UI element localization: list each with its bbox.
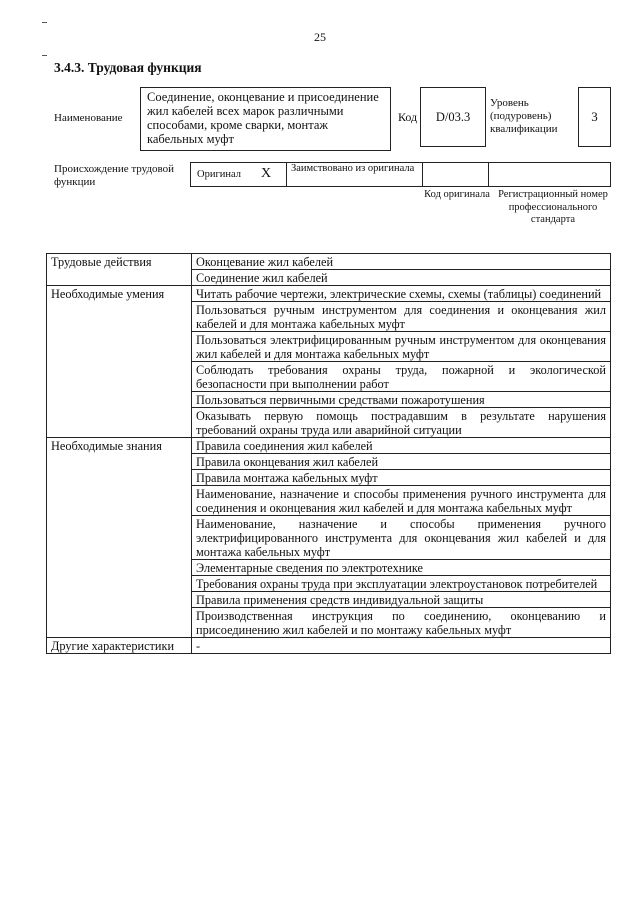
table-row (47, 286, 611, 302)
original-label: Оригинал (197, 169, 241, 180)
original-mark: X (261, 166, 272, 181)
table-cell: Производственная инструкция по соединению, оконцеванию и присоединению жил кабелей и по монтажу кабельных муфт (192, 608, 611, 638)
table-cell: Наименование, назначение и способы применения ручного электрифицированного инструмента для оконцевания жил кабелей и для монтажа кабельных муфт (192, 516, 611, 560)
level-label: Уровень (подуровень) квалификации (490, 97, 558, 135)
borrowed-cell: Заимствовано из оригинала (286, 162, 423, 187)
labor-function-table (46, 253, 611, 654)
code-value-box (420, 87, 486, 147)
code-original-cell (422, 162, 489, 187)
table-cell: Правила соединения жил кабелей (192, 438, 611, 454)
table-cell: Соблюдать требования охраны труда, пожарной и экологической безопасности при выполнении работ (192, 362, 611, 392)
skills-label: Необходимые умения (47, 286, 192, 438)
margin-mark (42, 22, 47, 23)
table-cell: Оконцевание жил кабелей (192, 254, 611, 270)
margin-mark (42, 55, 47, 56)
section-title: 3.4.3. Трудовая функция (54, 60, 202, 75)
table-cell: Пользоваться ручным инструментом для соединения и оконцевания жил кабелей и для монтажа кабельных муфт (192, 302, 611, 332)
level-value-box (578, 87, 611, 147)
table-cell: Правила оконцевания жил кабелей (192, 454, 611, 470)
reg-number-cell (488, 162, 611, 187)
other-label: Другие характеристики (47, 638, 192, 654)
table-cell: Требования охраны труда при эксплуатации электроустановок потребителей (192, 576, 611, 592)
code-value: D/03.3 (435, 109, 471, 124)
table-row (47, 254, 611, 270)
function-name-box: Соединение, оконцевание и присоединение жил кабелей всех марок различными способами, кроме сварки, монтаж кабельных муфт (140, 87, 391, 151)
table-cell: Оказывать первую помощь пострадавшим в результате нарушения требований охраны труда или аварийной ситуации (192, 408, 611, 438)
page-number: 25 (314, 30, 326, 44)
origin-label: Происхождение трудовой функции (54, 163, 175, 188)
table-cell: Правила применения средств индивидуальной защиты (192, 592, 611, 608)
name-label: Наименование (54, 112, 123, 124)
table-cell: Пользоваться электрифицированным ручным инструментом для оконцевания жил кабелей и для монтажа кабельных муфт (192, 332, 611, 362)
original-cell (190, 162, 287, 187)
table-cell: Правила монтажа кабельных муфт (192, 470, 611, 486)
table-cell: Элементарные сведения по электротехнике (192, 560, 611, 576)
table-cell: Пользоваться первичными средствами пожаротушения (192, 392, 611, 408)
code-label: Код (398, 110, 418, 124)
code-original-caption: Код оригинала (424, 189, 490, 200)
reg-number-caption: Регистрационный номер профессионального стандарта (498, 189, 608, 225)
table-cell: Наименование, назначение и способы применения ручного инструмента для соединения и оконцевания жил кабелей и для монтажа кабельных муфт (192, 486, 611, 516)
knowledge-label: Необходимые знания (47, 438, 192, 638)
origin-row (190, 162, 611, 187)
table-cell: - (192, 638, 611, 654)
level-value: 3 (591, 109, 598, 124)
table-row (47, 438, 611, 454)
table-cell: Соединение жил кабелей (192, 270, 611, 286)
table-cell: Читать рабочие чертежи, электрические схемы, схемы (таблицы) соединений (192, 286, 611, 302)
labor-actions-label: Трудовые действия (47, 254, 192, 286)
table-row (47, 638, 611, 654)
